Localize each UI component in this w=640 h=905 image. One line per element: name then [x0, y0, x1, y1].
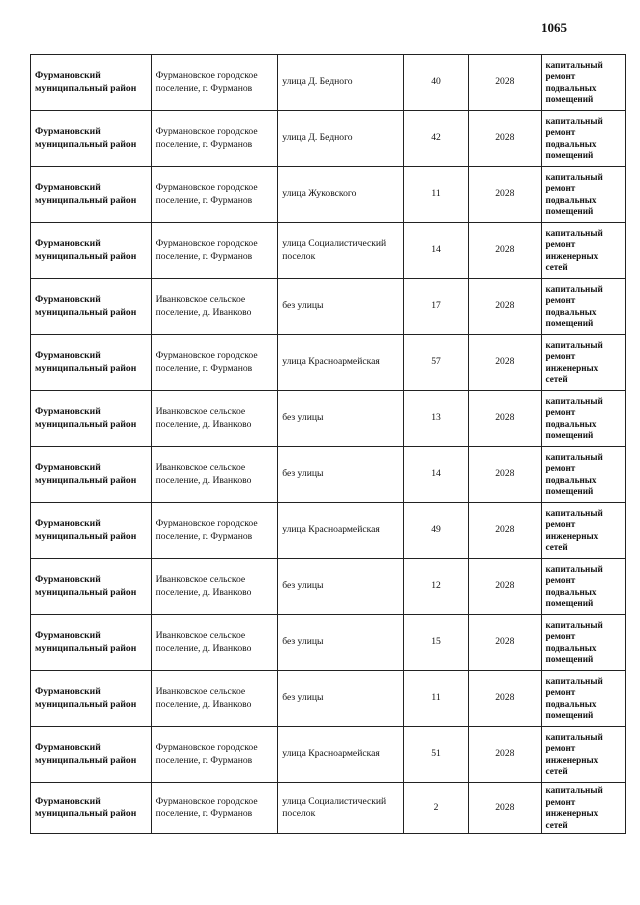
house-number-cell-text: 14	[431, 468, 441, 480]
street-cell	[278, 671, 404, 727]
settlement-cell-text: Фурмановское городское поселение, г. Фурманов	[155, 795, 258, 819]
settlement-cell-text: Фурмановское городское поселение, г. Фурманов	[155, 518, 258, 542]
work-type-cell-text: капитальный ремонт подвальных помещений	[545, 619, 603, 664]
year-cell-text: 2028	[495, 412, 515, 424]
settlement-cell-text: Иванковское сельское поселение, д. Иванково	[155, 630, 252, 654]
settlement-cell	[151, 279, 278, 335]
settlement-cell-text: Фурмановское городское поселение, г. Фурманов	[155, 126, 258, 150]
table-body	[31, 55, 626, 834]
street-cell-text: улица Красноармейская	[282, 524, 380, 536]
year-cell-text: 2028	[495, 76, 515, 88]
district-cell-text: Фурмановский муниципальный район	[35, 742, 137, 766]
year-cell	[469, 223, 541, 279]
street-cell	[278, 447, 404, 503]
settlement-cell-text: Фурмановское городское поселение, г. Фурманов	[155, 238, 258, 262]
work-type-cell	[541, 167, 625, 223]
year-cell-text: 2028	[495, 636, 515, 648]
year-cell	[469, 55, 541, 111]
street-cell	[278, 55, 404, 111]
district-cell	[31, 447, 152, 503]
settlement-cell-text: Иванковское сельское поселение, д. Иванково	[155, 406, 252, 430]
district-cell-text: Фурмановский муниципальный район	[35, 686, 137, 710]
settlement-cell	[151, 503, 278, 559]
settlement-cell	[151, 223, 278, 279]
district-cell-text: Фурмановский муниципальный район	[35, 795, 137, 819]
house-number-cell-text: 17	[431, 300, 441, 312]
district-cell-text: Фурмановский муниципальный район	[35, 70, 137, 94]
year-cell-text: 2028	[495, 468, 515, 480]
district-cell-text: Фурмановский муниципальный район	[35, 574, 137, 598]
settlement-cell-text: Фурмановское городское поселение, г. Фурманов	[155, 742, 258, 766]
page-number: 1065	[541, 20, 567, 35]
table-row	[31, 279, 626, 335]
table-row	[31, 559, 626, 615]
year-cell-text: 2028	[495, 300, 515, 312]
house-number-cell	[403, 671, 468, 727]
house-number-cell	[403, 559, 468, 615]
year-cell	[469, 447, 541, 503]
district-cell	[31, 335, 152, 391]
year-cell	[469, 111, 541, 167]
year-cell	[469, 279, 541, 335]
house-number-cell-text: 2	[433, 801, 439, 813]
table-row	[31, 111, 626, 167]
house-number-cell	[403, 223, 468, 279]
year-cell	[469, 335, 541, 391]
table-row	[31, 167, 626, 223]
house-number-cell	[403, 503, 468, 559]
settlement-cell-text: Иванковское сельское поселение, д. Иванково	[155, 462, 252, 486]
district-cell-text: Фурмановский муниципальный район	[35, 518, 137, 542]
work-type-cell	[541, 55, 625, 111]
street-cell	[278, 783, 404, 834]
street-cell-text: без улицы	[282, 412, 324, 424]
year-cell	[469, 503, 541, 559]
settlement-cell-text: Фурмановское городское поселение, г. Фурманов	[155, 182, 258, 206]
district-cell	[31, 671, 152, 727]
district-cell-text: Фурмановский муниципальный район	[35, 238, 137, 262]
district-cell	[31, 111, 152, 167]
year-cell	[469, 783, 541, 834]
street-cell	[278, 223, 404, 279]
work-type-cell-text: капитальный ремонт подвальных помещений	[545, 283, 603, 328]
table-row	[31, 55, 626, 111]
work-type-cell-text: капитальный ремонт подвальных помещений	[545, 171, 603, 216]
table-row	[31, 615, 626, 671]
year-cell	[469, 671, 541, 727]
work-type-cell-text: капитальный ремонт инженерных сетей	[545, 507, 603, 552]
year-cell-text: 2028	[495, 188, 515, 200]
settlement-cell	[151, 391, 278, 447]
year-cell	[469, 615, 541, 671]
street-cell-text: без улицы	[282, 468, 324, 480]
work-type-cell-text: капитальный ремонт подвальных помещений	[545, 451, 603, 496]
street-cell	[278, 615, 404, 671]
street-cell	[278, 111, 404, 167]
work-type-cell-text: капитальный ремонт подвальных помещений	[545, 115, 603, 160]
work-type-cell	[541, 671, 625, 727]
street-cell-text: улица Д. Бедного	[282, 76, 353, 88]
house-number-cell-text: 12	[431, 580, 441, 592]
work-type-cell	[541, 391, 625, 447]
house-number-cell	[403, 615, 468, 671]
work-type-cell-text: капитальный ремонт инженерных сетей	[545, 785, 603, 830]
work-type-cell	[541, 335, 625, 391]
settlement-cell-text: Иванковское сельское поселение, д. Иванково	[155, 574, 252, 598]
settlement-cell	[151, 615, 278, 671]
street-cell	[278, 167, 404, 223]
year-cell	[469, 559, 541, 615]
district-cell	[31, 503, 152, 559]
work-type-cell	[541, 615, 625, 671]
year-cell-text: 2028	[495, 356, 515, 368]
table-row	[31, 727, 626, 783]
house-number-cell	[403, 391, 468, 447]
street-cell-text: улица Социалистический поселок	[282, 795, 387, 819]
street-cell-text: без улицы	[282, 580, 324, 592]
house-number-cell	[403, 111, 468, 167]
year-cell-text: 2028	[495, 580, 515, 592]
street-cell-text: без улицы	[282, 636, 324, 648]
district-cell	[31, 223, 152, 279]
settlement-cell	[151, 335, 278, 391]
district-cell-text: Фурмановский муниципальный район	[35, 350, 137, 374]
house-number-cell	[403, 783, 468, 834]
work-type-cell	[541, 783, 625, 834]
work-type-cell-text: капитальный ремонт инженерных сетей	[545, 731, 603, 776]
house-number-cell-text: 42	[431, 132, 441, 144]
house-number-cell	[403, 727, 468, 783]
house-number-cell-text: 15	[431, 636, 441, 648]
house-number-cell-text: 57	[431, 356, 441, 368]
district-cell	[31, 167, 152, 223]
work-type-cell	[541, 447, 625, 503]
house-number-cell	[403, 279, 468, 335]
street-cell	[278, 559, 404, 615]
work-type-cell	[541, 727, 625, 783]
district-cell-text: Фурмановский муниципальный район	[35, 462, 137, 486]
table-row	[31, 391, 626, 447]
street-cell	[278, 279, 404, 335]
district-cell	[31, 279, 152, 335]
street-cell-text: без улицы	[282, 692, 324, 704]
work-type-cell-text: капитальный ремонт подвальных помещений	[545, 563, 603, 608]
work-type-cell	[541, 503, 625, 559]
table-row	[31, 447, 626, 503]
settlement-cell-text: Иванковское сельское поселение, д. Иванково	[155, 686, 252, 710]
house-number-cell	[403, 167, 468, 223]
work-type-cell-text: капитальный ремонт инженерных сетей	[545, 227, 603, 272]
district-cell	[31, 727, 152, 783]
settlement-cell	[151, 447, 278, 503]
house-number-cell	[403, 55, 468, 111]
table-row	[31, 671, 626, 727]
settlement-cell	[151, 111, 278, 167]
settlement-cell	[151, 671, 278, 727]
year-cell	[469, 727, 541, 783]
settlement-cell	[151, 559, 278, 615]
work-type-cell-text: капитальный ремонт подвальных помещений	[545, 59, 603, 104]
street-cell-text: без улицы	[282, 300, 324, 312]
settlement-cell	[151, 783, 278, 834]
year-cell-text: 2028	[495, 692, 515, 704]
house-number-cell-text: 11	[431, 188, 441, 200]
year-cell	[469, 391, 541, 447]
house-number-cell-text: 40	[431, 76, 441, 88]
street-cell	[278, 727, 404, 783]
work-type-cell-text: капитальный ремонт инженерных сетей	[545, 339, 603, 384]
house-number-cell-text: 11	[431, 692, 441, 704]
district-cell	[31, 391, 152, 447]
street-cell	[278, 503, 404, 559]
district-cell-text: Фурмановский муниципальный район	[35, 294, 137, 318]
street-cell-text: улица Социалистический поселок	[282, 238, 387, 262]
house-number-cell-text: 49	[431, 524, 441, 536]
district-cell-text: Фурмановский муниципальный район	[35, 406, 137, 430]
settlement-cell-text: Фурмановское городское поселение, г. Фурманов	[155, 70, 258, 94]
district-cell-text: Фурмановский муниципальный район	[35, 126, 137, 150]
house-number-cell	[403, 335, 468, 391]
street-cell	[278, 335, 404, 391]
street-cell	[278, 391, 404, 447]
street-cell-text: улица Красноармейская	[282, 356, 380, 368]
district-cell	[31, 783, 152, 834]
settlement-cell-text: Фурмановское городское поселение, г. Фурманов	[155, 350, 258, 374]
year-cell-text: 2028	[495, 524, 515, 536]
table-row	[31, 335, 626, 391]
street-cell-text: улица Жуковского	[282, 188, 357, 200]
house-number-cell-text: 14	[431, 244, 441, 256]
work-type-cell	[541, 111, 625, 167]
year-cell-text: 2028	[495, 748, 515, 760]
table-row	[31, 223, 626, 279]
district-cell-text: Фурмановский муниципальный район	[35, 630, 137, 654]
housing-repair-table	[30, 54, 626, 834]
district-cell	[31, 559, 152, 615]
house-number-cell-text: 51	[431, 748, 441, 760]
work-type-cell	[541, 559, 625, 615]
settlement-cell	[151, 167, 278, 223]
year-cell-text: 2028	[495, 801, 515, 813]
table-row	[31, 783, 626, 834]
table-row	[31, 503, 626, 559]
year-cell	[469, 167, 541, 223]
street-cell-text: улица Д. Бедного	[282, 132, 353, 144]
settlement-cell	[151, 55, 278, 111]
year-cell-text: 2028	[495, 132, 515, 144]
house-number-cell-text: 13	[431, 412, 441, 424]
house-number-cell	[403, 447, 468, 503]
district-cell-text: Фурмановский муниципальный район	[35, 182, 137, 206]
work-type-cell-text: капитальный ремонт подвальных помещений	[545, 675, 603, 720]
work-type-cell	[541, 223, 625, 279]
settlement-cell-text: Иванковское сельское поселение, д. Иванково	[155, 294, 252, 318]
district-cell	[31, 615, 152, 671]
year-cell-text: 2028	[495, 244, 515, 256]
settlement-cell	[151, 727, 278, 783]
work-type-cell-text: капитальный ремонт подвальных помещений	[545, 395, 603, 440]
street-cell-text: улица Красноармейская	[282, 748, 380, 760]
district-cell	[31, 55, 152, 111]
work-type-cell	[541, 279, 625, 335]
